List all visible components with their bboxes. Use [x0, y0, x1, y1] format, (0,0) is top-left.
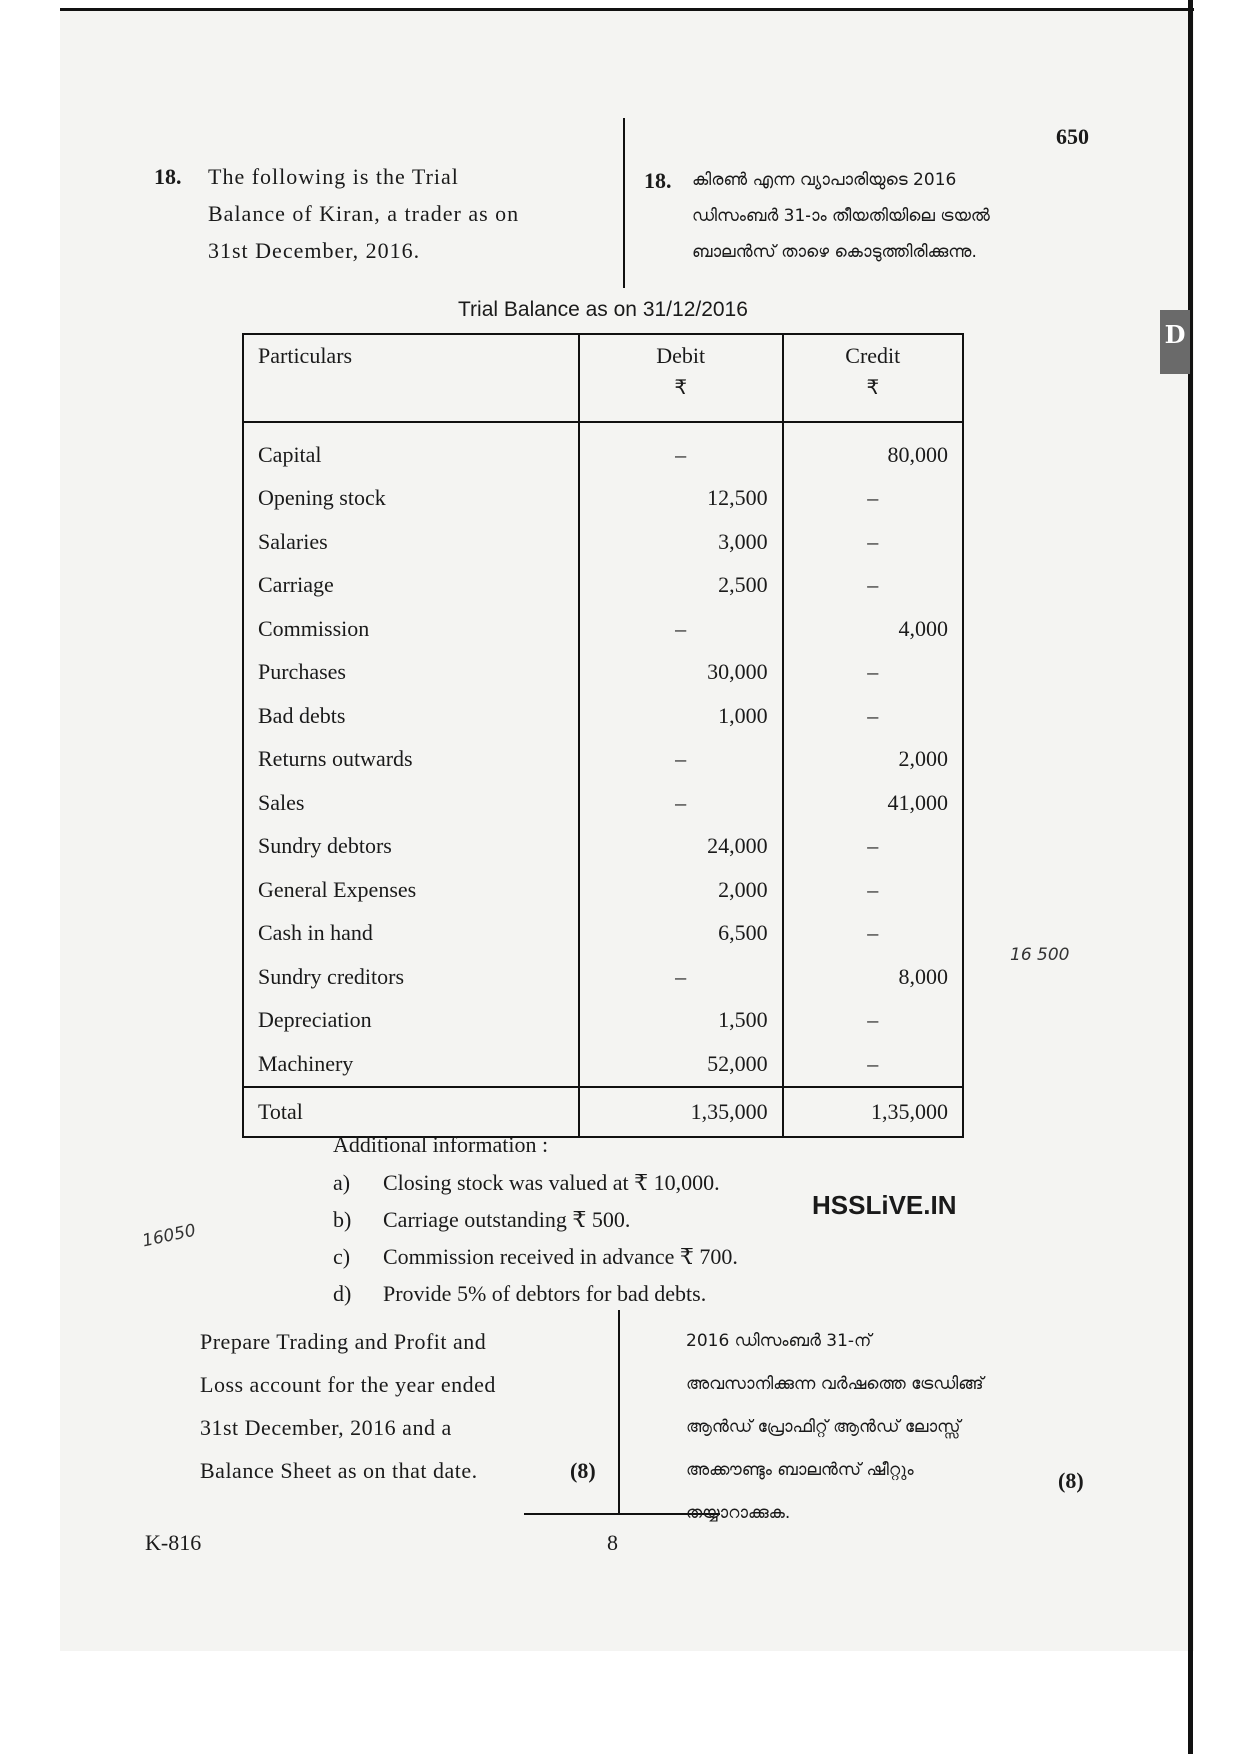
header-particulars [243, 334, 579, 422]
cell-debit: – [579, 422, 783, 477]
cell-debit: 2,000 [579, 868, 783, 912]
scan-edge [1188, 0, 1193, 1754]
question-line: ഡിസംബർ 31-ാം തീയതിയിലെ ട്രയൽ [692, 206, 990, 226]
info-item [333, 1164, 853, 1201]
cell-debit: 24,000 [579, 825, 783, 869]
cell-credit: – [783, 868, 963, 912]
cell-credit: 41,000 [783, 781, 963, 825]
info-item [333, 1238, 853, 1275]
instruction-en [200, 1320, 550, 1492]
cell-credit: 80,000 [783, 422, 963, 477]
cell-debit: – [579, 955, 783, 999]
cell-debit: 1,500 [579, 999, 783, 1043]
cell-credit: – [783, 564, 963, 608]
question-text-ml [692, 162, 1042, 270]
info-label: d) [333, 1281, 352, 1306]
info-label: c) [333, 1244, 351, 1269]
instruction-line: ആൻഡ് പ്രോഫിറ്റ് ആൻഡ് ലോസ്സ് [686, 1417, 961, 1437]
cell-debit: 52,000 [579, 1042, 783, 1087]
instruction-line: 31st December, 2016 and a [200, 1415, 452, 1440]
cell-particular: Depreciation [243, 999, 579, 1043]
marks-ml: (8) [1058, 1468, 1084, 1493]
trial-balance-table [242, 333, 964, 1138]
table-row [243, 477, 963, 521]
table-row [243, 738, 963, 782]
cell-debit: 30,000 [579, 651, 783, 695]
total-debit: 1,35,000 [579, 1087, 783, 1137]
instruction-line: Loss account for the year ended [200, 1372, 496, 1397]
table-row [243, 999, 963, 1043]
cell-debit: – [579, 607, 783, 651]
additional-info-list [333, 1164, 853, 1312]
cell-credit: – [783, 999, 963, 1043]
cell-debit: – [579, 738, 783, 782]
total-credit: 1,35,000 [783, 1087, 963, 1137]
cell-particular: Sundry creditors [243, 955, 579, 999]
cell-particular: Purchases [243, 651, 579, 695]
info-text: Carriage outstanding ₹ 500. [383, 1207, 631, 1232]
table-row [243, 825, 963, 869]
table-caption: Trial Balance as on 31/12/2016 [458, 298, 748, 321]
cell-credit: – [783, 825, 963, 869]
cell-debit: 1,000 [579, 694, 783, 738]
table-row [243, 607, 963, 651]
table-row [243, 912, 963, 956]
question-text-en [208, 158, 553, 269]
rupee-icon: ₹ [674, 375, 688, 399]
cell-credit: 2,000 [783, 738, 963, 782]
column-divider-bottom [618, 1310, 620, 1515]
cell-particular: Cash in hand [243, 912, 579, 956]
cell-particular: General Expenses [243, 868, 579, 912]
header-debit [579, 334, 783, 422]
info-item [333, 1275, 853, 1312]
cell-credit: – [783, 477, 963, 521]
instruction-line: അവസാനിക്കുന്ന വർഷത്തെ ട്രേഡിങ്ങ് [686, 1374, 984, 1394]
paper-code: K-816 [145, 1530, 202, 1555]
cell-particular: Sales [243, 781, 579, 825]
question-number-ml: 18. [644, 168, 672, 193]
info-label: a) [333, 1170, 351, 1195]
question-line: കിരൺ എന്ന വ്യാപാരിയുടെ 2016 [692, 170, 957, 190]
instruction-line: 2016 ഡിസംബർ 31-ന് [686, 1331, 872, 1351]
cell-credit: – [783, 520, 963, 564]
cell-particular: Returns outwards [243, 738, 579, 782]
instruction-line: Prepare Trading and Profit and [200, 1329, 487, 1354]
cell-credit: – [783, 651, 963, 695]
table-row [243, 520, 963, 564]
handwritten-note-left: 16050 [140, 1220, 198, 1252]
page-number-bottom: 8 [607, 1530, 618, 1555]
handwritten-note-right: 16 500 [1010, 945, 1070, 965]
rupee-icon: ₹ [866, 375, 880, 399]
cell-debit: – [579, 781, 783, 825]
cell-debit: 6,500 [579, 912, 783, 956]
question-line: 31st December, 2016. [208, 238, 421, 263]
instruction-line: തയ്യാറാക്കുക. [686, 1503, 791, 1523]
cell-credit: – [783, 694, 963, 738]
cell-particular: Opening stock [243, 477, 579, 521]
side-tab: D [1160, 310, 1190, 374]
info-label: b) [333, 1207, 352, 1232]
marks-en: (8) [570, 1458, 596, 1483]
cell-debit: 12,500 [579, 477, 783, 521]
question-number-en: 18. [154, 164, 182, 189]
table-row [243, 651, 963, 695]
header-credit [783, 334, 963, 422]
additional-info-heading: Additional information : [333, 1132, 549, 1157]
instruction-line: Balance Sheet as on that date. [200, 1458, 478, 1483]
table-row [243, 422, 963, 477]
instruction-ml [686, 1320, 1036, 1535]
cell-particular: Salaries [243, 520, 579, 564]
table-row [243, 955, 963, 999]
column-divider-top [623, 118, 625, 288]
table-row [243, 694, 963, 738]
header-debit-label: Debit [656, 343, 706, 368]
cell-debit: 3,000 [579, 520, 783, 564]
table-body [243, 422, 963, 1087]
cell-credit: – [783, 1042, 963, 1087]
cell-particular: Capital [243, 422, 579, 477]
question-line: The following is the Trial [208, 164, 459, 189]
watermark: HSSLiVE.IN [812, 1190, 957, 1220]
cell-credit: 4,000 [783, 607, 963, 651]
info-text: Provide 5% of debtors for bad debts. [383, 1281, 707, 1306]
header-credit-label: Credit [845, 343, 901, 368]
table-row [243, 868, 963, 912]
info-text: Commission received in advance ₹ 700. [383, 1244, 738, 1269]
cell-credit: – [783, 912, 963, 956]
info-text: Closing stock was valued at ₹ 10,000. [383, 1170, 720, 1195]
cell-particular: Machinery [243, 1042, 579, 1087]
instruction-line: അക്കൗണ്ടും ബാലൻസ് ഷീറ്റും [686, 1460, 914, 1480]
cell-particular: Sundry debtors [243, 825, 579, 869]
question-line: ബാലൻസ് താഴെ കൊടുത്തിരിക്കുന്നു. [692, 242, 977, 262]
total-label: Total [243, 1087, 579, 1137]
table-row [243, 781, 963, 825]
page-number-top: 650 [1056, 124, 1089, 149]
cell-particular: Bad debts [243, 694, 579, 738]
info-item [333, 1201, 853, 1238]
cell-particular: Commission [243, 607, 579, 651]
table-row [243, 1042, 963, 1087]
table-row [243, 564, 963, 608]
cell-debit: 2,500 [579, 564, 783, 608]
cell-credit: 8,000 [783, 955, 963, 999]
header-particulars-label: Particulars [258, 343, 353, 368]
cell-particular: Carriage [243, 564, 579, 608]
question-line: Balance of Kiran, a trader as on [208, 201, 520, 226]
